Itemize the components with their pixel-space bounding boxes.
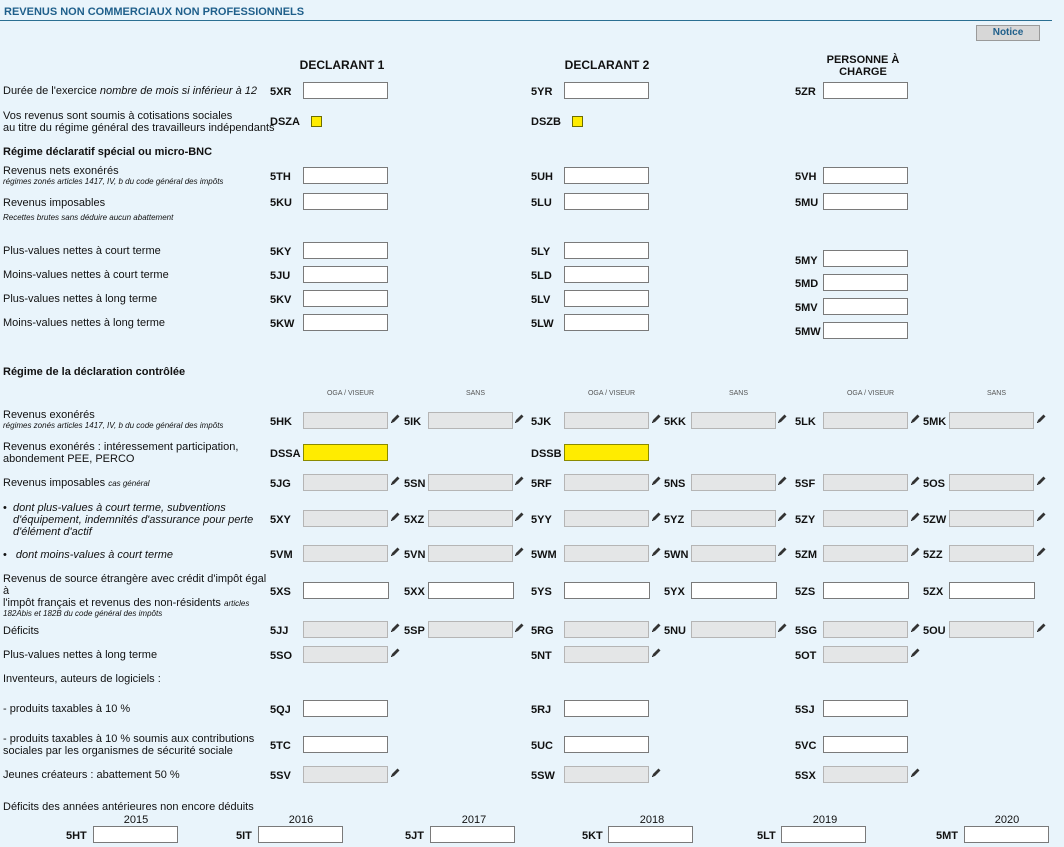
code-5VH: 5VH bbox=[795, 171, 817, 183]
input-5SJ[interactable] bbox=[823, 700, 908, 717]
input-5UH[interactable] bbox=[564, 167, 649, 184]
edit-pencil-icon[interactable] bbox=[650, 413, 662, 425]
input-DSSA[interactable] bbox=[303, 444, 388, 461]
input-5ZW[interactable] bbox=[949, 510, 1034, 527]
input-5IT[interactable] bbox=[258, 826, 343, 843]
micro-mvct-label: Moins-values nettes à court terme bbox=[3, 269, 169, 281]
code-5KT: 5KT bbox=[582, 830, 603, 842]
code-5KY: 5KY bbox=[270, 246, 292, 258]
code-5OS: 5OS bbox=[923, 478, 946, 490]
input-5SW[interactable] bbox=[564, 766, 649, 783]
code-5RJ: 5RJ bbox=[531, 704, 552, 716]
checkbox-DSZB[interactable] bbox=[572, 116, 583, 127]
year-2019: 2019 bbox=[812, 814, 838, 826]
code-5LD: 5LD bbox=[531, 270, 552, 282]
code-5OU: 5OU bbox=[923, 625, 946, 637]
input-5ZM[interactable] bbox=[823, 545, 908, 562]
input-5LD[interactable] bbox=[564, 266, 649, 283]
input-5UC[interactable] bbox=[564, 736, 649, 753]
code-5YS: 5YS bbox=[531, 586, 552, 598]
code-5SN: 5SN bbox=[404, 478, 426, 490]
sub-oga-2: OGA / VISEUR bbox=[587, 390, 636, 397]
inventeurs-label: Inventeurs, auteurs de logiciels : bbox=[3, 673, 161, 685]
code-5VN: 5VN bbox=[404, 549, 426, 561]
code-5XZ: 5XZ bbox=[404, 514, 425, 526]
input-5ZR[interactable] bbox=[823, 82, 908, 99]
p10-label: - produits taxables à 10 % bbox=[3, 703, 131, 715]
code-5TH: 5TH bbox=[270, 171, 291, 183]
code-5ZW: 5ZW bbox=[923, 514, 947, 526]
input-5XY[interactable] bbox=[303, 510, 388, 527]
input-5WN[interactable] bbox=[691, 545, 776, 562]
sub-sans-3: SANS bbox=[986, 390, 1007, 397]
edit-pencil-icon[interactable] bbox=[1035, 622, 1047, 634]
edit-pencil-icon[interactable] bbox=[513, 475, 525, 487]
input-5NT[interactable] bbox=[564, 646, 649, 663]
code-5SF: 5SF bbox=[795, 478, 816, 490]
code-5VM: 5VM bbox=[270, 549, 293, 561]
code-5LY: 5LY bbox=[531, 246, 551, 258]
edit-pencil-icon[interactable] bbox=[776, 413, 788, 425]
input-5SN[interactable] bbox=[428, 474, 513, 491]
code-5LU: 5LU bbox=[531, 197, 552, 209]
code-5HT: 5HT bbox=[66, 830, 87, 842]
code-5NU: 5NU bbox=[664, 625, 687, 637]
code-5HK: 5HK bbox=[270, 416, 293, 428]
code-DSSA: DSSA bbox=[270, 448, 301, 460]
micro-pvlt-label: Plus-values nettes à long terme bbox=[3, 293, 158, 305]
cotisations-label: Vos revenus sont soumis à cotisations sociales au titre du régime général des travailleurs indépendants bbox=[3, 110, 275, 134]
input-5JU[interactable] bbox=[303, 266, 388, 283]
input-5RF[interactable] bbox=[564, 474, 649, 491]
ctrl-etr-label: Revenus de source étrangère avec crédit d'impôt égal à l'impôt français et revenus des non-résidents articles 182Abis et 182B du code général des impôts bbox=[3, 573, 267, 618]
input-5XX[interactable] bbox=[428, 582, 514, 599]
micro-imp-label: Revenus imposables Recettes brutes sans déduire aucun abattement bbox=[3, 197, 174, 222]
edit-pencil-icon[interactable] bbox=[389, 475, 401, 487]
input-5ZS[interactable] bbox=[823, 582, 909, 599]
code-5SX: 5SX bbox=[795, 770, 816, 782]
edit-pencil-icon[interactable] bbox=[389, 546, 401, 558]
input-5JG[interactable] bbox=[303, 474, 388, 491]
input-5KV[interactable] bbox=[303, 290, 388, 307]
edit-pencil-icon[interactable] bbox=[513, 511, 525, 523]
input-5LK[interactable] bbox=[823, 412, 908, 429]
code-5RF: 5RF bbox=[531, 478, 552, 490]
input-5HK[interactable] bbox=[303, 412, 388, 429]
code-5ZS: 5ZS bbox=[795, 586, 816, 598]
code-5ZM: 5ZM bbox=[795, 549, 817, 561]
input-5YZ[interactable] bbox=[691, 510, 776, 527]
code-5UC: 5UC bbox=[531, 740, 554, 752]
code-DSZA: DSZA bbox=[270, 116, 300, 128]
edit-pencil-icon[interactable] bbox=[1035, 475, 1047, 487]
input-5JK[interactable] bbox=[564, 412, 649, 429]
ctrl-exo-label: Revenus exonérés régimes zonés articles 1417, IV, b du code général des impôts bbox=[3, 409, 224, 430]
input-5MT[interactable] bbox=[964, 826, 1049, 843]
input-5LY[interactable] bbox=[564, 242, 649, 259]
code-5YR: 5YR bbox=[531, 86, 553, 98]
code-5SG: 5SG bbox=[795, 625, 818, 637]
code-5IK: 5IK bbox=[404, 416, 422, 428]
code-5YX: 5YX bbox=[664, 586, 685, 598]
edit-pencil-icon[interactable] bbox=[389, 767, 401, 779]
ctrl-mv-label: • dont moins-values à court terme bbox=[3, 549, 174, 561]
code-5MT: 5MT bbox=[936, 830, 958, 842]
edit-pencil-icon[interactable] bbox=[650, 511, 662, 523]
micro-mvlt-label: Moins-values nettes à long terme bbox=[3, 317, 166, 329]
code-5YY: 5YY bbox=[531, 514, 552, 526]
code-5MY: 5MY bbox=[795, 255, 818, 267]
edit-pencil-icon[interactable] bbox=[389, 622, 401, 634]
edit-pencil-icon[interactable] bbox=[513, 622, 525, 634]
code-5ZR: 5ZR bbox=[795, 86, 816, 98]
input-5YY[interactable] bbox=[564, 510, 649, 527]
code-5KW: 5KW bbox=[270, 318, 295, 330]
input-5ZZ[interactable] bbox=[949, 545, 1034, 562]
input-5RJ[interactable] bbox=[564, 700, 649, 717]
code-5VC: 5VC bbox=[795, 740, 817, 752]
edit-pencil-icon[interactable] bbox=[909, 767, 921, 779]
code-5KV: 5KV bbox=[270, 294, 292, 306]
code-5YZ: 5YZ bbox=[664, 514, 685, 526]
input-5WM[interactable] bbox=[564, 545, 649, 562]
year-2015: 2015 bbox=[123, 814, 149, 826]
ctrl-pvlt-label: Plus-values nettes à long terme bbox=[3, 649, 158, 661]
input-5VM[interactable] bbox=[303, 545, 388, 562]
code-5TC: 5TC bbox=[270, 740, 291, 752]
input-5NU[interactable] bbox=[691, 621, 776, 638]
ctrl-pv-label: • dont plus-values à court terme, subventions d'équipement, indemnités d'assurance pour perte d'élément d'actif bbox=[3, 502, 254, 538]
edit-pencil-icon[interactable] bbox=[650, 647, 662, 659]
input-5YR[interactable] bbox=[564, 82, 649, 99]
input-5XZ[interactable] bbox=[428, 510, 513, 527]
edit-pencil-icon[interactable] bbox=[909, 511, 921, 523]
input-5LV[interactable] bbox=[564, 290, 649, 307]
input-DSSB[interactable] bbox=[564, 444, 649, 461]
edit-pencil-icon[interactable] bbox=[389, 647, 401, 659]
code-5MD: 5MD bbox=[795, 278, 819, 290]
p10s-label: - produits taxables à 10 % soumis aux contributions sociales par les organismes de sécurité sociale bbox=[3, 733, 255, 757]
input-5KW[interactable] bbox=[303, 314, 388, 331]
code-5SW: 5SW bbox=[531, 770, 555, 782]
input-5RG[interactable] bbox=[564, 621, 649, 638]
code-DSZB: DSZB bbox=[531, 116, 561, 128]
column-personne-a-charge: PERSONNE À CHARGE bbox=[826, 54, 900, 78]
input-5LT[interactable] bbox=[781, 826, 866, 843]
input-5SV[interactable] bbox=[303, 766, 388, 783]
deficits-anterieurs-label: Déficits des années antérieures non encore déduits bbox=[3, 801, 254, 813]
code-5NS: 5NS bbox=[664, 478, 686, 490]
edit-pencil-icon[interactable] bbox=[513, 413, 525, 425]
input-5TC[interactable] bbox=[303, 736, 388, 753]
code-5OT: 5OT bbox=[795, 650, 817, 662]
input-5SP[interactable] bbox=[428, 621, 513, 638]
input-5MU[interactable] bbox=[823, 193, 908, 210]
micro-pvct-label: Plus-values nettes à court terme bbox=[3, 245, 161, 257]
micro-bnc-title: Régime déclaratif spécial ou micro-BNC bbox=[3, 146, 213, 158]
code-5JT: 5JT bbox=[405, 830, 424, 842]
code-5ZY: 5ZY bbox=[795, 514, 816, 526]
input-5VH[interactable] bbox=[823, 167, 908, 184]
code-5SP: 5SP bbox=[404, 625, 425, 637]
section-title: REVENUS NON COMMERCIAUX NON PROFESSIONNELS bbox=[4, 6, 305, 18]
input-5LW[interactable] bbox=[564, 314, 649, 331]
input-5KT[interactable] bbox=[608, 826, 693, 843]
year-2018: 2018 bbox=[639, 814, 665, 826]
ctrl-def-label: Déficits bbox=[3, 625, 40, 637]
code-5WN: 5WN bbox=[664, 549, 689, 561]
input-5ZX[interactable] bbox=[949, 582, 1035, 599]
checkbox-DSZA[interactable] bbox=[311, 116, 322, 127]
code-5JK: 5JK bbox=[531, 416, 552, 428]
input-5MY[interactable] bbox=[823, 250, 908, 267]
sub-sans-1: SANS bbox=[465, 390, 486, 397]
input-5SF[interactable] bbox=[823, 474, 908, 491]
code-5MU: 5MU bbox=[795, 197, 819, 209]
input-5MD[interactable] bbox=[823, 274, 908, 291]
year-2020: 2020 bbox=[994, 814, 1020, 826]
edit-pencil-icon[interactable] bbox=[650, 546, 662, 558]
code-5LW: 5LW bbox=[531, 318, 554, 330]
input-5TH[interactable] bbox=[303, 167, 388, 184]
edit-pencil-icon[interactable] bbox=[389, 511, 401, 523]
code-5XY: 5XY bbox=[270, 514, 291, 526]
input-5MK[interactable] bbox=[949, 412, 1034, 429]
year-2017: 2017 bbox=[461, 814, 487, 826]
input-5OU[interactable] bbox=[949, 621, 1034, 638]
code-5ZX: 5ZX bbox=[923, 586, 944, 598]
code-5JU: 5JU bbox=[270, 270, 291, 282]
code-DSSB: DSSB bbox=[531, 448, 562, 460]
code-5SO: 5SO bbox=[270, 650, 293, 662]
code-5JJ: 5JJ bbox=[270, 625, 289, 637]
input-5KK[interactable] bbox=[691, 412, 776, 429]
controlee-title: Régime de la déclaration contrôlée bbox=[3, 366, 186, 378]
edit-pencil-icon[interactable] bbox=[909, 413, 921, 425]
input-5SX[interactable] bbox=[823, 766, 908, 783]
edit-pencil-icon[interactable] bbox=[513, 546, 525, 558]
edit-pencil-icon[interactable] bbox=[650, 622, 662, 634]
code-5SJ: 5SJ bbox=[795, 704, 815, 716]
code-5ZZ: 5ZZ bbox=[923, 549, 943, 561]
duree-label: Durée de l'exercice nombre de mois si inférieur à 12 bbox=[3, 85, 258, 97]
input-5KU[interactable] bbox=[303, 193, 388, 210]
input-5VN[interactable] bbox=[428, 545, 513, 562]
edit-pencil-icon[interactable] bbox=[909, 622, 921, 634]
input-5JT[interactable] bbox=[430, 826, 515, 843]
code-5SV: 5SV bbox=[270, 770, 291, 782]
input-5ZY[interactable] bbox=[823, 510, 908, 527]
code-5WM: 5WM bbox=[531, 549, 557, 561]
code-5NT: 5NT bbox=[531, 650, 552, 662]
edit-pencil-icon[interactable] bbox=[776, 511, 788, 523]
sub-sans-2: SANS bbox=[728, 390, 749, 397]
jeunes-label: Jeunes créateurs : abattement 50 % bbox=[3, 769, 180, 781]
edit-pencil-icon[interactable] bbox=[909, 546, 921, 558]
edit-pencil-icon[interactable] bbox=[1035, 546, 1047, 558]
code-5MW: 5MW bbox=[795, 326, 821, 338]
input-5VC[interactable] bbox=[823, 736, 908, 753]
edit-pencil-icon[interactable] bbox=[650, 475, 662, 487]
edit-pencil-icon[interactable] bbox=[909, 647, 921, 659]
input-5YX[interactable] bbox=[691, 582, 777, 599]
input-5KY[interactable] bbox=[303, 242, 388, 259]
input-5HT[interactable] bbox=[93, 826, 178, 843]
input-5QJ[interactable] bbox=[303, 700, 388, 717]
edit-pencil-icon[interactable] bbox=[776, 622, 788, 634]
edit-pencil-icon[interactable] bbox=[1035, 413, 1047, 425]
input-5YS[interactable] bbox=[564, 582, 650, 599]
input-5OT[interactable] bbox=[823, 646, 908, 663]
column-declarant-1: DECLARANT 1 bbox=[299, 58, 385, 72]
input-5LU[interactable] bbox=[564, 193, 649, 210]
input-5MW[interactable] bbox=[823, 322, 908, 339]
ctrl-imp-label: Revenus imposables cas général bbox=[3, 477, 150, 489]
input-5XR[interactable] bbox=[303, 82, 388, 99]
input-5MV[interactable] bbox=[823, 298, 908, 315]
input-5SG[interactable] bbox=[823, 621, 908, 638]
input-5SO[interactable] bbox=[303, 646, 388, 663]
code-5XX: 5XX bbox=[404, 586, 425, 598]
column-declarant-2: DECLARANT 2 bbox=[564, 58, 650, 72]
edit-pencil-icon[interactable] bbox=[389, 413, 401, 425]
code-5RG: 5RG bbox=[531, 625, 554, 637]
input-5IK[interactable] bbox=[428, 412, 513, 429]
year-2016: 2016 bbox=[288, 814, 314, 826]
input-5OS[interactable] bbox=[949, 474, 1034, 491]
code-5IT: 5IT bbox=[236, 830, 252, 842]
notice-button[interactable]: Notice bbox=[976, 25, 1040, 41]
code-5MV: 5MV bbox=[795, 302, 818, 314]
code-5KU: 5KU bbox=[270, 197, 293, 209]
code-5JG: 5JG bbox=[270, 478, 291, 490]
edit-pencil-icon[interactable] bbox=[1035, 511, 1047, 523]
edit-pencil-icon[interactable] bbox=[650, 767, 662, 779]
sub-oga-1: OGA / VISEUR bbox=[326, 390, 375, 397]
edit-pencil-icon[interactable] bbox=[776, 546, 788, 558]
ctrl-exo-inter-label: Revenus exonérés : intéressement participation, abondement PEE, PERCO bbox=[3, 441, 239, 465]
code-5XR: 5XR bbox=[270, 86, 292, 98]
input-5NS[interactable] bbox=[691, 474, 776, 491]
sub-oga-3: OGA / VISEUR bbox=[846, 390, 895, 397]
code-5XS: 5XS bbox=[270, 586, 291, 598]
code-5LV: 5LV bbox=[531, 294, 551, 306]
code-5MK: 5MK bbox=[923, 416, 947, 428]
micro-exo-label: Revenus nets exonérés régimes zonés articles 1417, IV, b du code général des impôts bbox=[3, 165, 224, 186]
code-5UH: 5UH bbox=[531, 171, 554, 183]
input-5JJ[interactable] bbox=[303, 621, 388, 638]
code-5KK: 5KK bbox=[664, 416, 687, 428]
edit-pencil-icon[interactable] bbox=[909, 475, 921, 487]
code-5LK: 5LK bbox=[795, 416, 816, 428]
edit-pencil-icon[interactable] bbox=[776, 475, 788, 487]
input-5XS[interactable] bbox=[303, 582, 389, 599]
code-5QJ: 5QJ bbox=[270, 704, 291, 716]
code-5LT: 5LT bbox=[757, 830, 776, 842]
